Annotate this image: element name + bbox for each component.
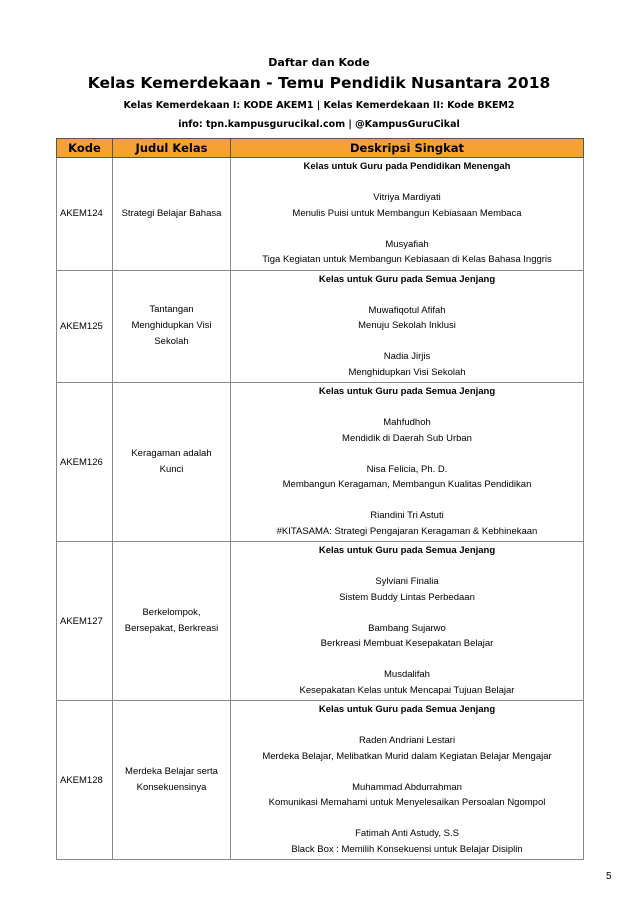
cell-kode: AKEM126 <box>57 383 113 542</box>
document-subtitle: Daftar dan Kode <box>268 56 370 69</box>
session-topic: Berkreasi Membuat Kesepakatan Belajar <box>320 638 494 649</box>
session-topic: Menuju Sekolah Inklusi <box>358 320 456 331</box>
column-header-deskripsi: Deskripsi Singkat <box>231 139 584 158</box>
presenter-name: Fatimah Anti Astudy, S.S <box>355 828 459 839</box>
presenter-name: Muwafiqotul Afifah <box>368 304 446 316</box>
session-topic: Merdeka Belajar, Melibatkan Murid dalam Kegiatan Belajar Mengajar <box>262 750 552 762</box>
presenter-name: Riandini Tri Astuti <box>370 510 444 521</box>
category-label: Kelas untuk Guru pada Semua Jenjang <box>318 273 496 285</box>
session-topic: Kesepakatan Kelas untuk Mencapai Tujuan Belajar <box>299 684 515 696</box>
cell-deskripsi <box>231 701 584 860</box>
table-row <box>57 270 584 383</box>
table-row <box>57 701 584 860</box>
cell-judul: Merdeka Belajar serta Konsekuensinya <box>113 701 231 860</box>
category-label: Kelas untuk Guru pada Semua Jenjang <box>318 545 496 556</box>
table-row <box>57 542 584 701</box>
category-label: Kelas untuk Guru pada Pendidikan Menengah <box>303 161 511 172</box>
session-topic: Komunikasi Memahami untuk Menyelesaikan Persoalan Ngompol <box>268 797 546 808</box>
cell-deskripsi <box>231 270 584 383</box>
document-title: Kelas Kemerdekaan - Temu Pendidik Nusantara 2018 <box>87 74 551 92</box>
cell-judul: Strategi Belajar Bahasa <box>113 158 231 271</box>
session-topic: Tiga Kegiatan untuk Membangun Kebiasaan di Kelas Bahasa Inggris <box>262 254 552 265</box>
cell-judul: Tantangan Menghidupkan Visi Sekolah <box>113 270 231 383</box>
table-header-row <box>57 139 584 158</box>
session-topic: Menghidupkan Visi Sekolah <box>348 366 466 378</box>
session-topic: Mendidik di Daerah Sub Urban <box>342 432 472 444</box>
cell-judul: Keragaman adalah Kunci <box>113 383 231 542</box>
cell-deskripsi <box>231 383 584 542</box>
column-header-judul: Judul Kelas <box>113 139 231 158</box>
category-label: Kelas untuk Guru pada Semua Jenjang <box>318 704 496 715</box>
session-topic: #KITASAMA: Strategi Pengajaran Keragaman & Kebhinekaan <box>276 525 538 537</box>
cell-kode: AKEM125 <box>57 270 113 383</box>
presenter-name: Muhammad Abdurrahman <box>352 781 462 793</box>
class-table <box>56 138 584 860</box>
class-codes-line: Kelas Kemerdekaan I: KODE AKEM1 | Kelas Kemerdekaan II: Kode BKEM2 <box>123 100 515 111</box>
presenter-name: Nadia Jirjis <box>383 351 431 362</box>
cell-kode: AKEM124 <box>57 158 113 271</box>
table-row <box>57 158 584 271</box>
table-row <box>57 383 584 542</box>
presenter-name: Mahfudhoh <box>383 417 431 428</box>
cell-deskripsi <box>231 158 584 271</box>
session-topic: Menulis Puisi untuk Membangun Kebiasaan Membaca <box>292 207 522 219</box>
cell-deskripsi <box>231 542 584 701</box>
page-number: 5 <box>606 871 612 882</box>
cell-kode: AKEM128 <box>57 701 113 860</box>
presenter-name: Nisa Felicia, Ph. D. <box>366 463 448 475</box>
cell-judul: Berkelompok, Bersepakat, Berkreasi <box>113 542 231 701</box>
presenter-name: Musyafiah <box>385 238 429 250</box>
info-line: info: tpn.kampusgurucikal.com | @KampusGuruCikal <box>178 119 460 130</box>
presenter-name: Sylviani Finalia <box>375 576 439 587</box>
cell-kode: AKEM127 <box>57 542 113 701</box>
session-topic: Sistem Buddy Lintas Perbedaan <box>339 591 475 603</box>
presenter-name: Musdalifah <box>384 669 430 680</box>
column-header-kode: Kode <box>57 139 113 158</box>
session-topic: Black Box : Memilih Konsekuensi untuk Belajar Disiplin <box>291 843 523 855</box>
presenter-name: Vitriya Mardiyati <box>373 192 441 203</box>
session-topic: Membangun Keragaman, Membangun Kualitas Pendidikan <box>282 479 532 490</box>
category-label: Kelas untuk Guru pada Semua Jenjang <box>318 386 496 397</box>
presenter-name: Bambang Sujarwo <box>368 622 446 634</box>
presenter-name: Raden Andriani Lestari <box>358 735 456 746</box>
